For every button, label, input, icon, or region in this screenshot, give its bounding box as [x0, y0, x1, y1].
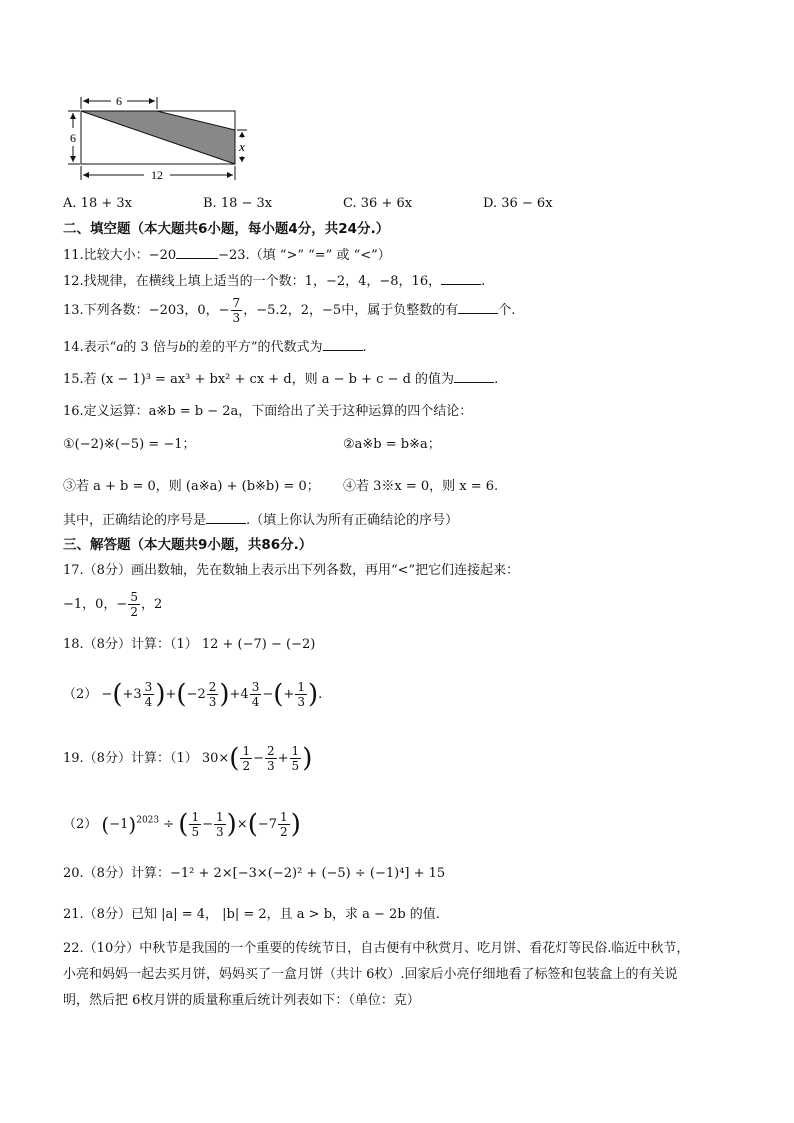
q14-end: . — [362, 340, 367, 355]
q13-text-c: 个. — [498, 303, 516, 318]
question-17-numbers — [63, 590, 162, 619]
q11-text-a: 11.比较大小：−20 — [63, 248, 177, 263]
q12-answer-blank[interactable] — [441, 272, 481, 285]
section-2-title: 二、填空题（本大题共6小题，每小题4分，共24分.） — [63, 221, 390, 237]
option-c[interactable] — [343, 196, 412, 211]
left-length-label: 6 — [70, 131, 76, 145]
shaded-region — [81, 111, 235, 164]
q15-text: 15.若 (x − 1)³ = ax³ + bx² + cx + d，则 a − b + c − d 的值为 — [63, 372, 455, 387]
option-a-label: A. — [63, 196, 77, 211]
question-12 — [63, 272, 485, 291]
bottom-length-label: 12 — [151, 168, 163, 182]
question-16-stem: 16.定义运算：a※b = b − 2a，下面给出了关于这种运算的四个结论： — [63, 404, 473, 419]
q11-text-b: −23.（填 “>” “=” 或 “<”） — [218, 248, 391, 263]
question-13 — [63, 296, 515, 325]
question-18-part-1: 18.（8分）计算：（1） 12 + (−7) − (−2) — [63, 637, 316, 652]
q13-answer-blank[interactable] — [458, 301, 498, 314]
q17-text-b: ，2 — [140, 597, 163, 612]
q16-answer-blank[interactable] — [206, 511, 246, 524]
geometry-figure — [64, 92, 254, 184]
q17-text-a: −1，0，− — [63, 597, 128, 612]
q16-conclusion-2: ②a※b = b※a； — [343, 437, 441, 452]
q16-conclusion-1: ①(−2)※(−5) = −1； — [63, 437, 196, 452]
q13-text-a: 13.下列各数：−203，0，− — [63, 303, 230, 318]
option-c-expr: 36 + 6x — [360, 196, 413, 211]
question-18-part-2: （2） −(+3 $\frac{3}{4}$ )+(−2 $\frac{2}{3}$ )+4 $\frac{3}{4}$ −(+ $\frac{1}{3}$ ). — [63, 679, 323, 710]
q18-p2-label: （2） — [63, 687, 98, 702]
q14-text-b: 的 3 倍与 — [123, 340, 179, 355]
option-b-label: B. — [203, 196, 217, 211]
q13-text-b: ，−5.2，2，−5中，属于负整数的有 — [243, 303, 459, 318]
q14-text-a: 14.表示“ — [63, 340, 117, 355]
right-length-label: x — [239, 139, 245, 154]
q16-answer-line — [63, 511, 458, 530]
q12-end: . — [481, 274, 486, 289]
q15-end: . — [494, 372, 499, 387]
q12-text: 12.找规律，在横线上填上适当的一个数：1，−2，4，−8，16， — [63, 274, 442, 289]
q16-conclusion-3: ③若 a + b = 0，则 (a※a) + (b※b) = 0； — [63, 479, 320, 494]
option-b-expr: 18 − 3x — [220, 196, 273, 211]
question-19-part-1: 19.（8分）计算：（1） 30×( $\frac{1}{2}$ − $\frac{2}{3}$ + $\frac{1}{5}$ ) — [63, 743, 313, 774]
option-d[interactable] — [483, 196, 553, 211]
option-d-label: D. — [483, 196, 498, 211]
q11-answer-blank[interactable] — [176, 246, 218, 259]
question-22-line-2: 小亮和妈妈一起去买月饼，妈妈买了一盒月饼（共计 6枚）.回家后小亮仔细地看了标签和包装盒上的有关说 — [63, 967, 678, 982]
option-b[interactable] — [203, 196, 272, 211]
question-14 — [63, 338, 367, 357]
section-3-title: 三、解答题（本大题共9小题，共86分.） — [63, 537, 313, 553]
top-length-label: 6 — [116, 94, 122, 108]
option-a[interactable] — [63, 196, 132, 211]
question-17-stem: 17.（8分）画出数轴，先在数轴上表示出下列各数，再用“<”把它们连接起来： — [63, 563, 520, 578]
q14-var-a: a — [116, 340, 124, 355]
q17-fraction: $\frac{5}{2}$ — [130, 590, 138, 619]
q16-tail-b: .（填上你认为所有正确结论的序号） — [246, 513, 459, 528]
question-15 — [63, 370, 498, 389]
question-19-part-2: （2） $(-1)^{2023}$ ÷ ( $\frac{1}{5}$ − $\frac{1}{3}$ )×(−7 $\frac{1}{2}$ ) — [63, 809, 301, 840]
question-22-line-1: 22.（10分）中秋节是我国的一个重要的传统节日，自古便有中秋赏月、吃月饼、看花灯等民俗.临近中秋节， — [63, 941, 690, 956]
q16-conclusion-4: ④若 3※x = 0，则 x = 6. — [343, 479, 499, 494]
q13-fraction: $\frac{7}{3}$ — [232, 296, 241, 325]
q19-p1-label: 19.（8分）计算：（1） 30× — [63, 751, 230, 766]
q19-p2-label: （2） — [63, 817, 98, 832]
q14-var-b: b — [178, 340, 186, 355]
option-d-expr: 36 − 6x — [501, 196, 553, 211]
q14-text-c: 的差的平方”的代数式为 — [185, 340, 323, 355]
question-22-line-3: 明，然后把 6枚月饼的质量称重后统计列表如下：（单位：克） — [63, 993, 420, 1008]
option-c-label: C. — [343, 196, 357, 211]
question-20: 20.（8分）计算：−1² + 2×[−3×(−2)² + (−5) ÷ (−1)⁴] + 15 — [63, 866, 446, 881]
q14-answer-blank[interactable] — [323, 338, 363, 351]
question-21: 21.（8分）已知 |a| = 4， |b| = 2，且 a > b，求 a − 2b 的值. — [63, 907, 440, 922]
q16-tail-a: 其中，正确结论的序号是 — [63, 513, 207, 528]
q15-answer-blank[interactable] — [454, 370, 494, 383]
question-11 — [63, 246, 391, 265]
option-a-expr: 18 + 3x — [80, 196, 132, 211]
